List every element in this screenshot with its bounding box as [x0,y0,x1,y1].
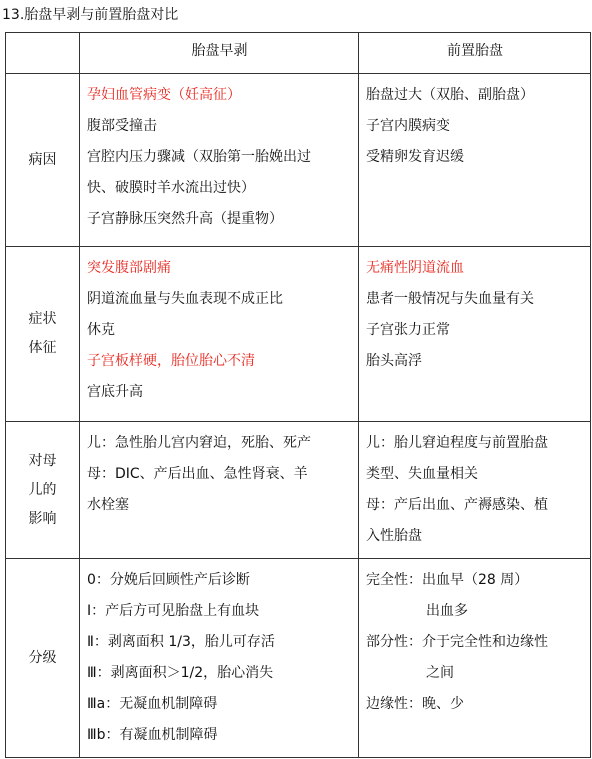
cell-line: 腹部受撞击 [87,118,157,134]
page-title: 13.胎盘早剥与前置胎盘对比 [2,7,179,23]
cell-line: 快、破膜时羊水流出过快） [87,180,255,196]
cell-line: Ⅲb：有凝血机制障碍 [87,727,218,743]
cell-line: 0：分娩后回顾性产后诊断 [87,572,250,588]
cell-line: 宫底升高 [87,384,143,400]
cell-line: 母：DIC、产后出血、急性肾衰、羊 [87,466,308,482]
cell-line: 休克 [87,322,115,338]
cell-line: Ⅲ：剥离面积＞1/2，胎心消失 [87,665,274,681]
comparison-table [5,32,591,758]
cell-placenta-previa [359,247,591,422]
table-row [6,422,591,559]
cell-line: 儿：急性胎儿宫内窘迫，死胎、死产 [87,435,311,451]
table-header-row [6,33,591,74]
cell-line: 子宫板样硬，胎位胎心不清 [87,353,255,369]
cell-line: 患者一般情况与失血量有关 [366,291,534,307]
cell-line: 母：产后出血、产褥感染、植 [366,497,548,513]
cell-line: 边缘性：晚、少 [366,696,464,712]
cell-line: 儿：胎儿窘迫程度与前置胎盘 [366,435,548,451]
cell-line: 无痛性阴道流血 [366,260,464,276]
cell-placental-abruption [80,247,359,422]
cell-placenta-previa [359,74,591,247]
row-label: 分级 [6,559,80,758]
row-label: 症状体征 [6,247,80,422]
cell-line: 受精卵发育迟缓 [366,149,464,165]
cell-line: 出血多 [426,603,468,619]
table-row [6,559,591,758]
cell-line: 之间 [426,665,454,681]
cell-line: Ⅲa：无凝血机制障碍 [87,696,218,712]
row-label: 对母儿的影响 [6,422,80,559]
cell-line: 水栓塞 [87,497,129,513]
header-placental-abruption: 胎盘早剥 [80,33,359,74]
cell-line: Ⅱ：剥离面积 1/3，胎儿可存活 [87,634,275,650]
cell-placental-abruption [80,74,359,247]
cell-line: 胎盘过大（双胎、副胎盘） [366,87,534,103]
cell-line: 突发腹部剧痛 [87,260,171,276]
cell-line: 类型、失血量相关 [366,466,478,482]
table-row [6,74,591,247]
table-row [6,247,591,422]
cell-placenta-previa [359,559,591,758]
cell-line: 子宫静脉压突然升高（提重物） [87,211,283,227]
cell-line: 孕妇血管病变（妊高征） [87,87,241,103]
cell-line: 阴道流血量与失血表现不成正比 [87,291,283,307]
header-empty [6,33,80,74]
cell-line: 宫腔内压力骤减（双胎第一胎娩出过 [87,149,311,165]
cell-placenta-previa [359,422,591,559]
cell-placental-abruption [80,422,359,559]
cell-placental-abruption [80,559,359,758]
cell-line: 完全性：出血早（28 周） [366,572,529,588]
cell-line: 子宫内膜病变 [366,118,450,134]
cell-line: 胎头高浮 [366,353,422,369]
row-label: 病因 [6,74,80,247]
cell-line: 部分性：介于完全性和边缘性 [366,634,548,650]
cell-line: 子宫张力正常 [366,322,450,338]
cell-line: 入性胎盘 [366,528,422,544]
cell-line: Ⅰ：产后方可见胎盘上有血块 [87,603,260,619]
header-placenta-previa: 前置胎盘 [359,33,591,74]
